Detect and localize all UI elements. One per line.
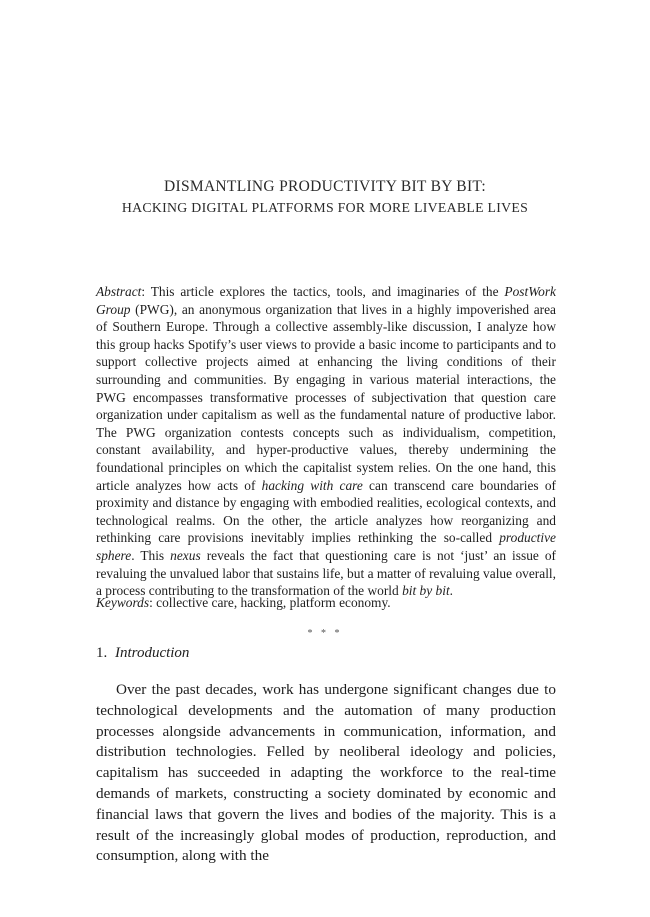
keywords-text: : collective care, hacking, platform economy. bbox=[149, 595, 391, 610]
keywords-label: Keywords bbox=[96, 595, 150, 610]
abstract-emphasis: productive sphere bbox=[96, 530, 556, 563]
section-title: Introduction bbox=[115, 645, 190, 661]
abstract-text: . bbox=[449, 583, 454, 599]
section-divider: * * * bbox=[307, 628, 343, 639]
section-number: 1. bbox=[96, 645, 108, 661]
abstract-text: : This article explores the tactics, tools, and imaginaries of the bbox=[141, 284, 505, 299]
abstract-text: . This bbox=[131, 547, 171, 563]
keywords bbox=[96, 594, 556, 612]
abstract bbox=[96, 283, 556, 600]
abstract-text: can transcend care boundaries of proximity and distance by engaging with embodied realities, ecological contexts, and technological realms. On the other, the article analyzes how reorganizing and rethinking care provisions inevitably implies rethinking the so-called bbox=[96, 477, 556, 546]
abstract-emphasis: nexus bbox=[170, 547, 201, 563]
abstract-text: (PWG), an anonymous organization that lives in a highly impoverished area of Southern Europe. Through a collective assembly-like discussion, I analyze how this group hacks Spotify’s user views to provide a basic income to participants and to support collective projects aimed at enhancing the living conditions of their surrounding and communities. By engaging in various material interactions, the PWG encompasses transformative processes of subjectivation that question care organization under capitalism as well as the fundamental nature of productive labor. The PWG organization contests concepts such as individualism, competition, constant availability, and hyper-productive values, thereby undermining the foundational principles on which the capitalist system relies. On the one hand, this article analyzes how acts of bbox=[96, 301, 556, 493]
article-subtitle: HACKING DIGITAL PLATFORMS FOR MORE LIVEABLE LIVES bbox=[121, 200, 529, 215]
abstract-text: reveals the fact that questioning care is not ‘just’ an issue of revaluing the unvalued labor that sustains life, but a matter of revaluing value overall, a process contributing to the transformation of the world bbox=[96, 547, 557, 599]
article-title: DISMANTLING PRODUCTIVITY BIT BY BIT: bbox=[163, 178, 487, 195]
abstract-emphasis: PostWork Group bbox=[96, 284, 556, 317]
abstract-emphasis: hacking with care bbox=[261, 477, 363, 493]
section-heading bbox=[96, 645, 189, 662]
abstract-emphasis: bit by bit bbox=[402, 583, 450, 599]
body-paragraph: Over the past decades, work has undergone significant changes due to technological developments and the automation of many production processes alongside advancements in communication, information, and distribution technologies. Felled by neoliberal ideology and policies, capitalism has succeeded in adapting the workforce to the real-time demands of markets, constructing a society dominated by economic and financial laws that govern the lives and bodies of the majority. This is a result of the increasingly global modes of production, reproduction, and consumption, along with the bbox=[96, 681, 556, 865]
abstract-label: Abstract bbox=[96, 284, 142, 299]
